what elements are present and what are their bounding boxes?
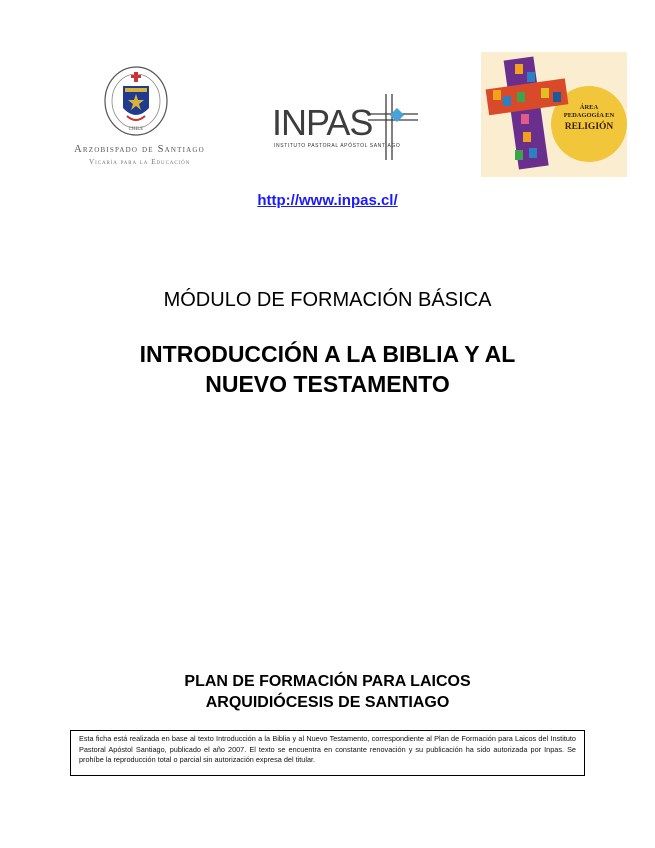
plan-line1: PLAN DE FORMACIÓN PARA LAICOS — [184, 673, 471, 690]
arzobispado-name: Arzobispado de Santiago — [74, 144, 205, 155]
svg-text:CHILE: CHILE — [128, 127, 144, 132]
area-religion-label: RELIGIÓN — [564, 122, 614, 132]
area-line2: PEDAGOGÍA EN — [563, 112, 615, 119]
module-heading: MÓDULO DE FORMACIÓN BÁSICA — [163, 289, 492, 311]
inpas-tagline: INSTITUTO PASTORAL APÓSTOL SANTIAGO — [274, 143, 401, 149]
area-line1: ÁREA — [579, 104, 599, 111]
title-line2: NUEVO TESTAMENTO — [205, 371, 450, 397]
disclaimer-box: Esta ficha está realizada en base al texto Introducción a la Biblia y al Nuevo Testamento, correspondiente al Plan de Formación para Laicos del Instituto Pastoral Apóstol Santiago, publicado el año 2007. El texto se encuentra en constante renovación y su publicación ha sido autorizada por Inpas. Se prohíbe la reproducción total o parcial sin autorización expresa del titular. — [70, 730, 585, 776]
area-title — [561, 104, 617, 120]
title-line1: INTRODUCCIÓN A LA BIBLIA Y AL — [139, 341, 516, 367]
area-religion-logo — [481, 52, 627, 177]
arzobispado-subtitle: Vicaría para la Educación — [88, 157, 191, 166]
arzobispado-seal-icon — [103, 64, 169, 138]
inpas-logo — [270, 92, 426, 162]
inpas-wordmark: INPAS — [272, 102, 373, 143]
cross-icon — [366, 92, 426, 162]
plan-line2: ARQUIDIÓCESIS DE SANTIAGO — [205, 694, 450, 711]
plan-heading — [0, 671, 655, 713]
document-title — [0, 339, 655, 399]
website-link[interactable]: http://www.inpas.cl/ — [257, 192, 398, 209]
arzobispado-logo — [72, 64, 207, 174]
